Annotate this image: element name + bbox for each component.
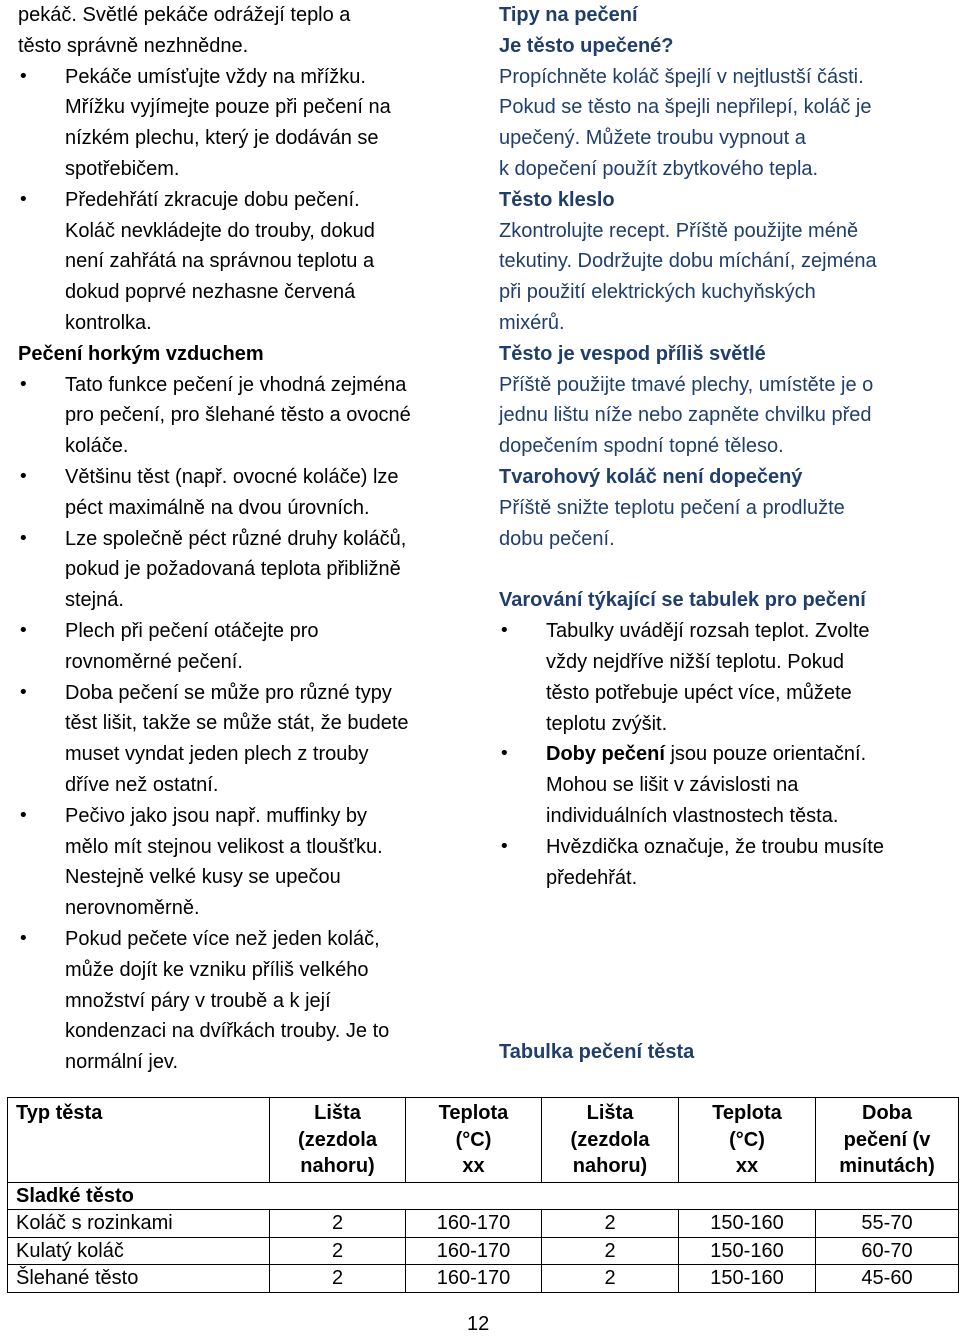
bullet-list-1 bbox=[18, 62, 478, 339]
warning-title: Varování týkající se tabulek pro pečení bbox=[499, 589, 866, 612]
table-cell: 45-60 bbox=[816, 1265, 959, 1293]
table-cell: 55-70 bbox=[816, 1210, 959, 1238]
tip-text: Příště snižte teplotu pečení a prodlužte dobu pečení. bbox=[499, 496, 845, 550]
header-cell: Doba pečení (v minutách) bbox=[816, 1098, 959, 1183]
table-cell: Kulatý koláč bbox=[8, 1237, 270, 1265]
table-cell: 60-70 bbox=[816, 1237, 959, 1265]
table-cell: 150-160 bbox=[679, 1237, 816, 1265]
header-cell: Lišta (zezdola nahoru) bbox=[270, 1098, 406, 1183]
list-item bbox=[499, 616, 949, 739]
group-cell: Sladké těsto bbox=[8, 1182, 959, 1210]
right-column bbox=[499, 0, 949, 893]
tip-text: Propíchněte koláč špejlí v nejtlustší části. Pokud se těsto na špejli nepřilepí, koláč je upečený. Můžete troubu vypnout a k dopečení použít zbytkového tepla. bbox=[499, 65, 872, 180]
header-cell: Typ těsta bbox=[8, 1098, 270, 1183]
tip-heading: Těsto kleslo bbox=[499, 188, 615, 211]
table-cell: 160-170 bbox=[406, 1237, 542, 1265]
table-cell: 150-160 bbox=[679, 1210, 816, 1238]
list-item: • Pokud pečete více než jeden koláč, může dojít ke vzniku příliš velkého množství páry v troubě a k její kondenzaci na dvířkách trouby. Je to normální jev. bbox=[18, 924, 478, 1078]
table-cell: 2 bbox=[542, 1265, 679, 1293]
header-cell: Lišta (zezdola nahoru) bbox=[542, 1098, 679, 1183]
tip-text: Zkontrolujte recept. Příště použijte méně tekutiny. Dodržujte dobu míchání, zejména při použití elektrických kuchyňských mixérů. bbox=[499, 219, 877, 334]
intro-text: pekáč. Světlé pekáče odrážejí teplo a těsto správně nezhnědne. bbox=[18, 4, 351, 57]
table-group-row bbox=[8, 1182, 959, 1210]
table-cell: 2 bbox=[270, 1237, 406, 1265]
table-cell: Koláč s rozinkami bbox=[8, 1210, 270, 1238]
table-cell: 2 bbox=[542, 1237, 679, 1265]
list-item bbox=[499, 739, 949, 831]
tips-title: Tipy na pečení bbox=[499, 4, 638, 26]
list-item: • Tato funkce pečení je vhodná zejména pro pečení, pro šlehané těsto a ovocné koláče. bbox=[18, 370, 478, 462]
header-cell: Teplota (°C) xx bbox=[679, 1098, 816, 1183]
left-column bbox=[18, 0, 478, 1078]
baking-table bbox=[7, 1097, 958, 1293]
table-row bbox=[8, 1237, 959, 1265]
list-item: • Doba pečení se může pro různé typy těst lišit, takže se může stát, že budete muset vyndat jeden plech z trouby dříve než ostatní. bbox=[18, 678, 478, 801]
tip-heading: Tvarohový koláč není dopečený bbox=[499, 465, 803, 488]
section-heading-hot-air: Pečení horkým vzduchem bbox=[18, 342, 264, 365]
table-cell: 2 bbox=[542, 1210, 679, 1238]
baking-table-grid bbox=[7, 1097, 959, 1293]
table-cell: 150-160 bbox=[679, 1265, 816, 1293]
warning-list bbox=[499, 616, 949, 893]
warning-text: Hvězdička označuje, že troubu musíte předehřát. bbox=[546, 835, 884, 889]
table-cell: Šlehané těsto bbox=[8, 1265, 270, 1293]
bullet-list-2 bbox=[18, 370, 478, 1078]
warning-text: jsou pouze orientační. Mohou se lišit v závislosti na individuálních vlastnostech těsta. bbox=[546, 743, 867, 827]
tip-text: Příště použijte tmavé plechy, umístěte je o jednu lištu níže nebo zapněte chvilku před dopečením spodní topné těleso. bbox=[499, 373, 874, 458]
list-item: • Lze společně péct různé druhy koláčů, pokud je požadovaná teplota přibližně stejná. bbox=[18, 524, 478, 616]
list-item: • Většinu těst (např. ovocné koláče) lze péct maximálně na dvou úrovních. bbox=[18, 462, 478, 524]
table-row bbox=[8, 1210, 959, 1238]
warning-bold: Doby pečení bbox=[546, 743, 665, 766]
table-title: Tabulka pečení těsta bbox=[499, 1041, 695, 1063]
tip-heading: Je těsto upečené? bbox=[499, 34, 674, 57]
list-item: • Pečivo jako jsou např. muffinky by mělo mít stejnou velikost a tloušťku. Nestejně velké kusy se upečou nerovnoměrně. bbox=[18, 801, 478, 924]
header-cell: Teplota (°C) xx bbox=[406, 1098, 542, 1183]
warning-text: Tabulky uvádějí rozsah teplot. Zvolte vždy nejdříve nižší teplotu. Pokud těsto potřebuje upéct více, můžete teplotu zvýšit. bbox=[546, 620, 870, 735]
table-cell: 2 bbox=[270, 1265, 406, 1293]
table-row bbox=[8, 1265, 959, 1293]
table-cell: 160-170 bbox=[406, 1210, 542, 1238]
table-cell: 160-170 bbox=[406, 1265, 542, 1293]
tip-heading: Těsto je vespod příliš světlé bbox=[499, 342, 766, 365]
list-item: • Pekáče umísťujte vždy na mřížku. Mřížku vyjímejte pouze při pečení na nízkém plechu, který je dodáván se spotřebičem. bbox=[18, 62, 478, 185]
page-number: 12 bbox=[467, 1313, 490, 1335]
table-header-row bbox=[8, 1098, 959, 1183]
spacer bbox=[499, 554, 949, 585]
list-item: • Předehřátí zkracuje dobu pečení. Koláč nevkládejte do trouby, dokud není zahřátá na správnou teplotu a dokud poprvé nezhasne červená kontrolka. bbox=[18, 185, 478, 339]
list-item bbox=[499, 832, 949, 894]
list-item: • Plech při pečení otáčejte pro rovnoměrné pečení. bbox=[18, 616, 478, 678]
table-cell: 2 bbox=[270, 1210, 406, 1238]
